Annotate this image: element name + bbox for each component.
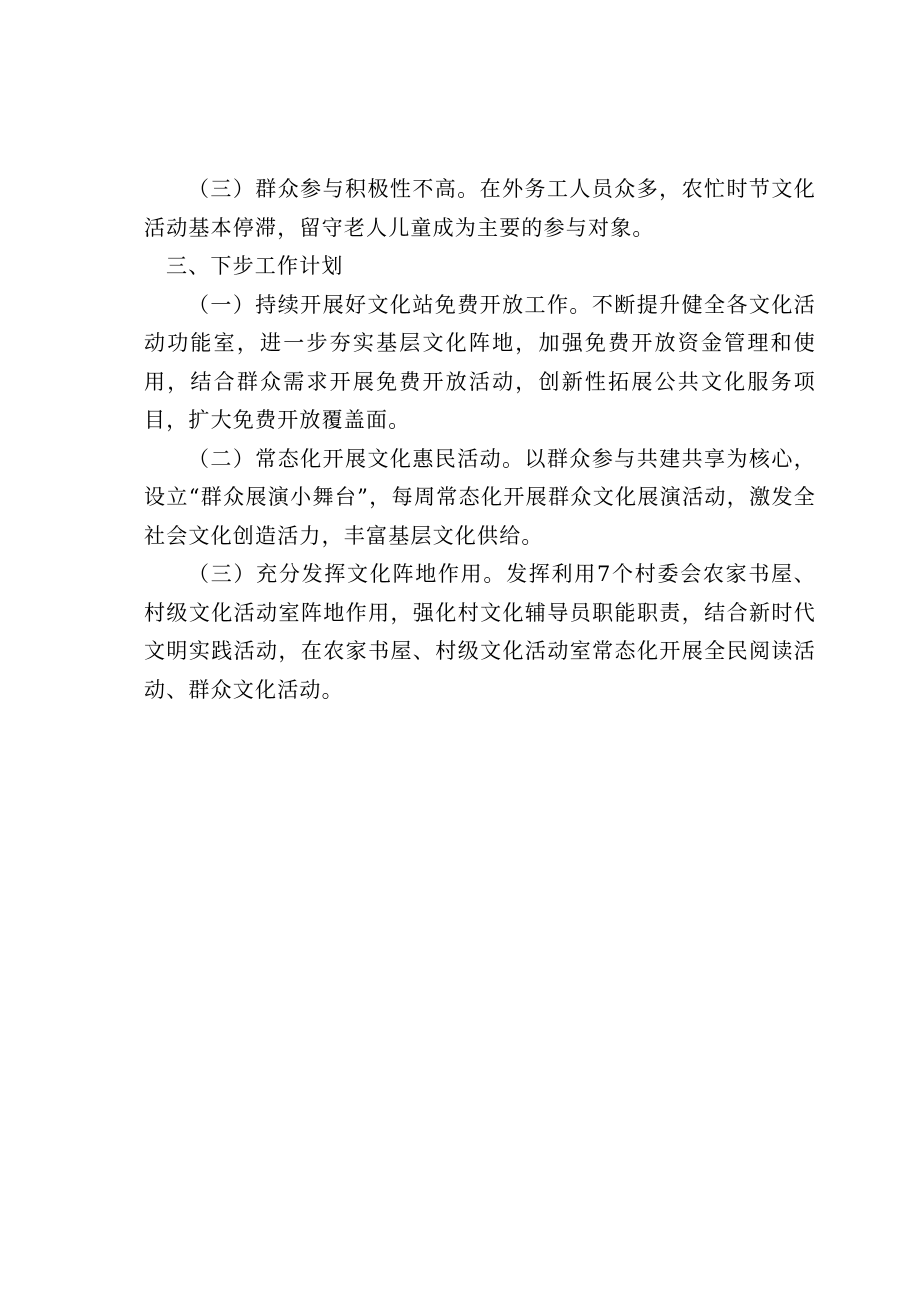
- document-body: [144, 170, 816, 709]
- paragraph-plan-2: （二）常态化开展文化惠民活动。以群众参与共建共享为核心，设立“群众展演小舞台”，每周常态化开展群众文化展演活动，激发全社会文化创造活力，丰富基层文化供给。: [144, 446, 816, 548]
- paragraph-plan-1: （一）持续开展好文化站免费开放工作。不断提升健全各文化活动功能室，进一步夯实基层文化阵地，加强免费开放资金管理和使用，结合群众需求开展免费开放活动，创新性拓展公共文化服务项目，扩大免费开放覆盖面。: [144, 292, 816, 432]
- paragraph-plan-3: （三）充分发挥文化阵地作用。发挥利用7个村委会农家书屋、村级文化活动室阵地作用，强化村文化辅导员职能职责，结合新时代文明实践活动，在农家书屋、村级文化活动室常态化开展全民阅读活动、群众文化活动。: [144, 562, 816, 702]
- paragraph-problem-3: （三）群众参与积极性不高。在外务工人员众多，农忙时节文化活动基本停滞，留守老人儿童成为主要的参与对象。: [144, 177, 816, 240]
- section-heading-next-plan: 三、下步工作计划: [166, 254, 344, 278]
